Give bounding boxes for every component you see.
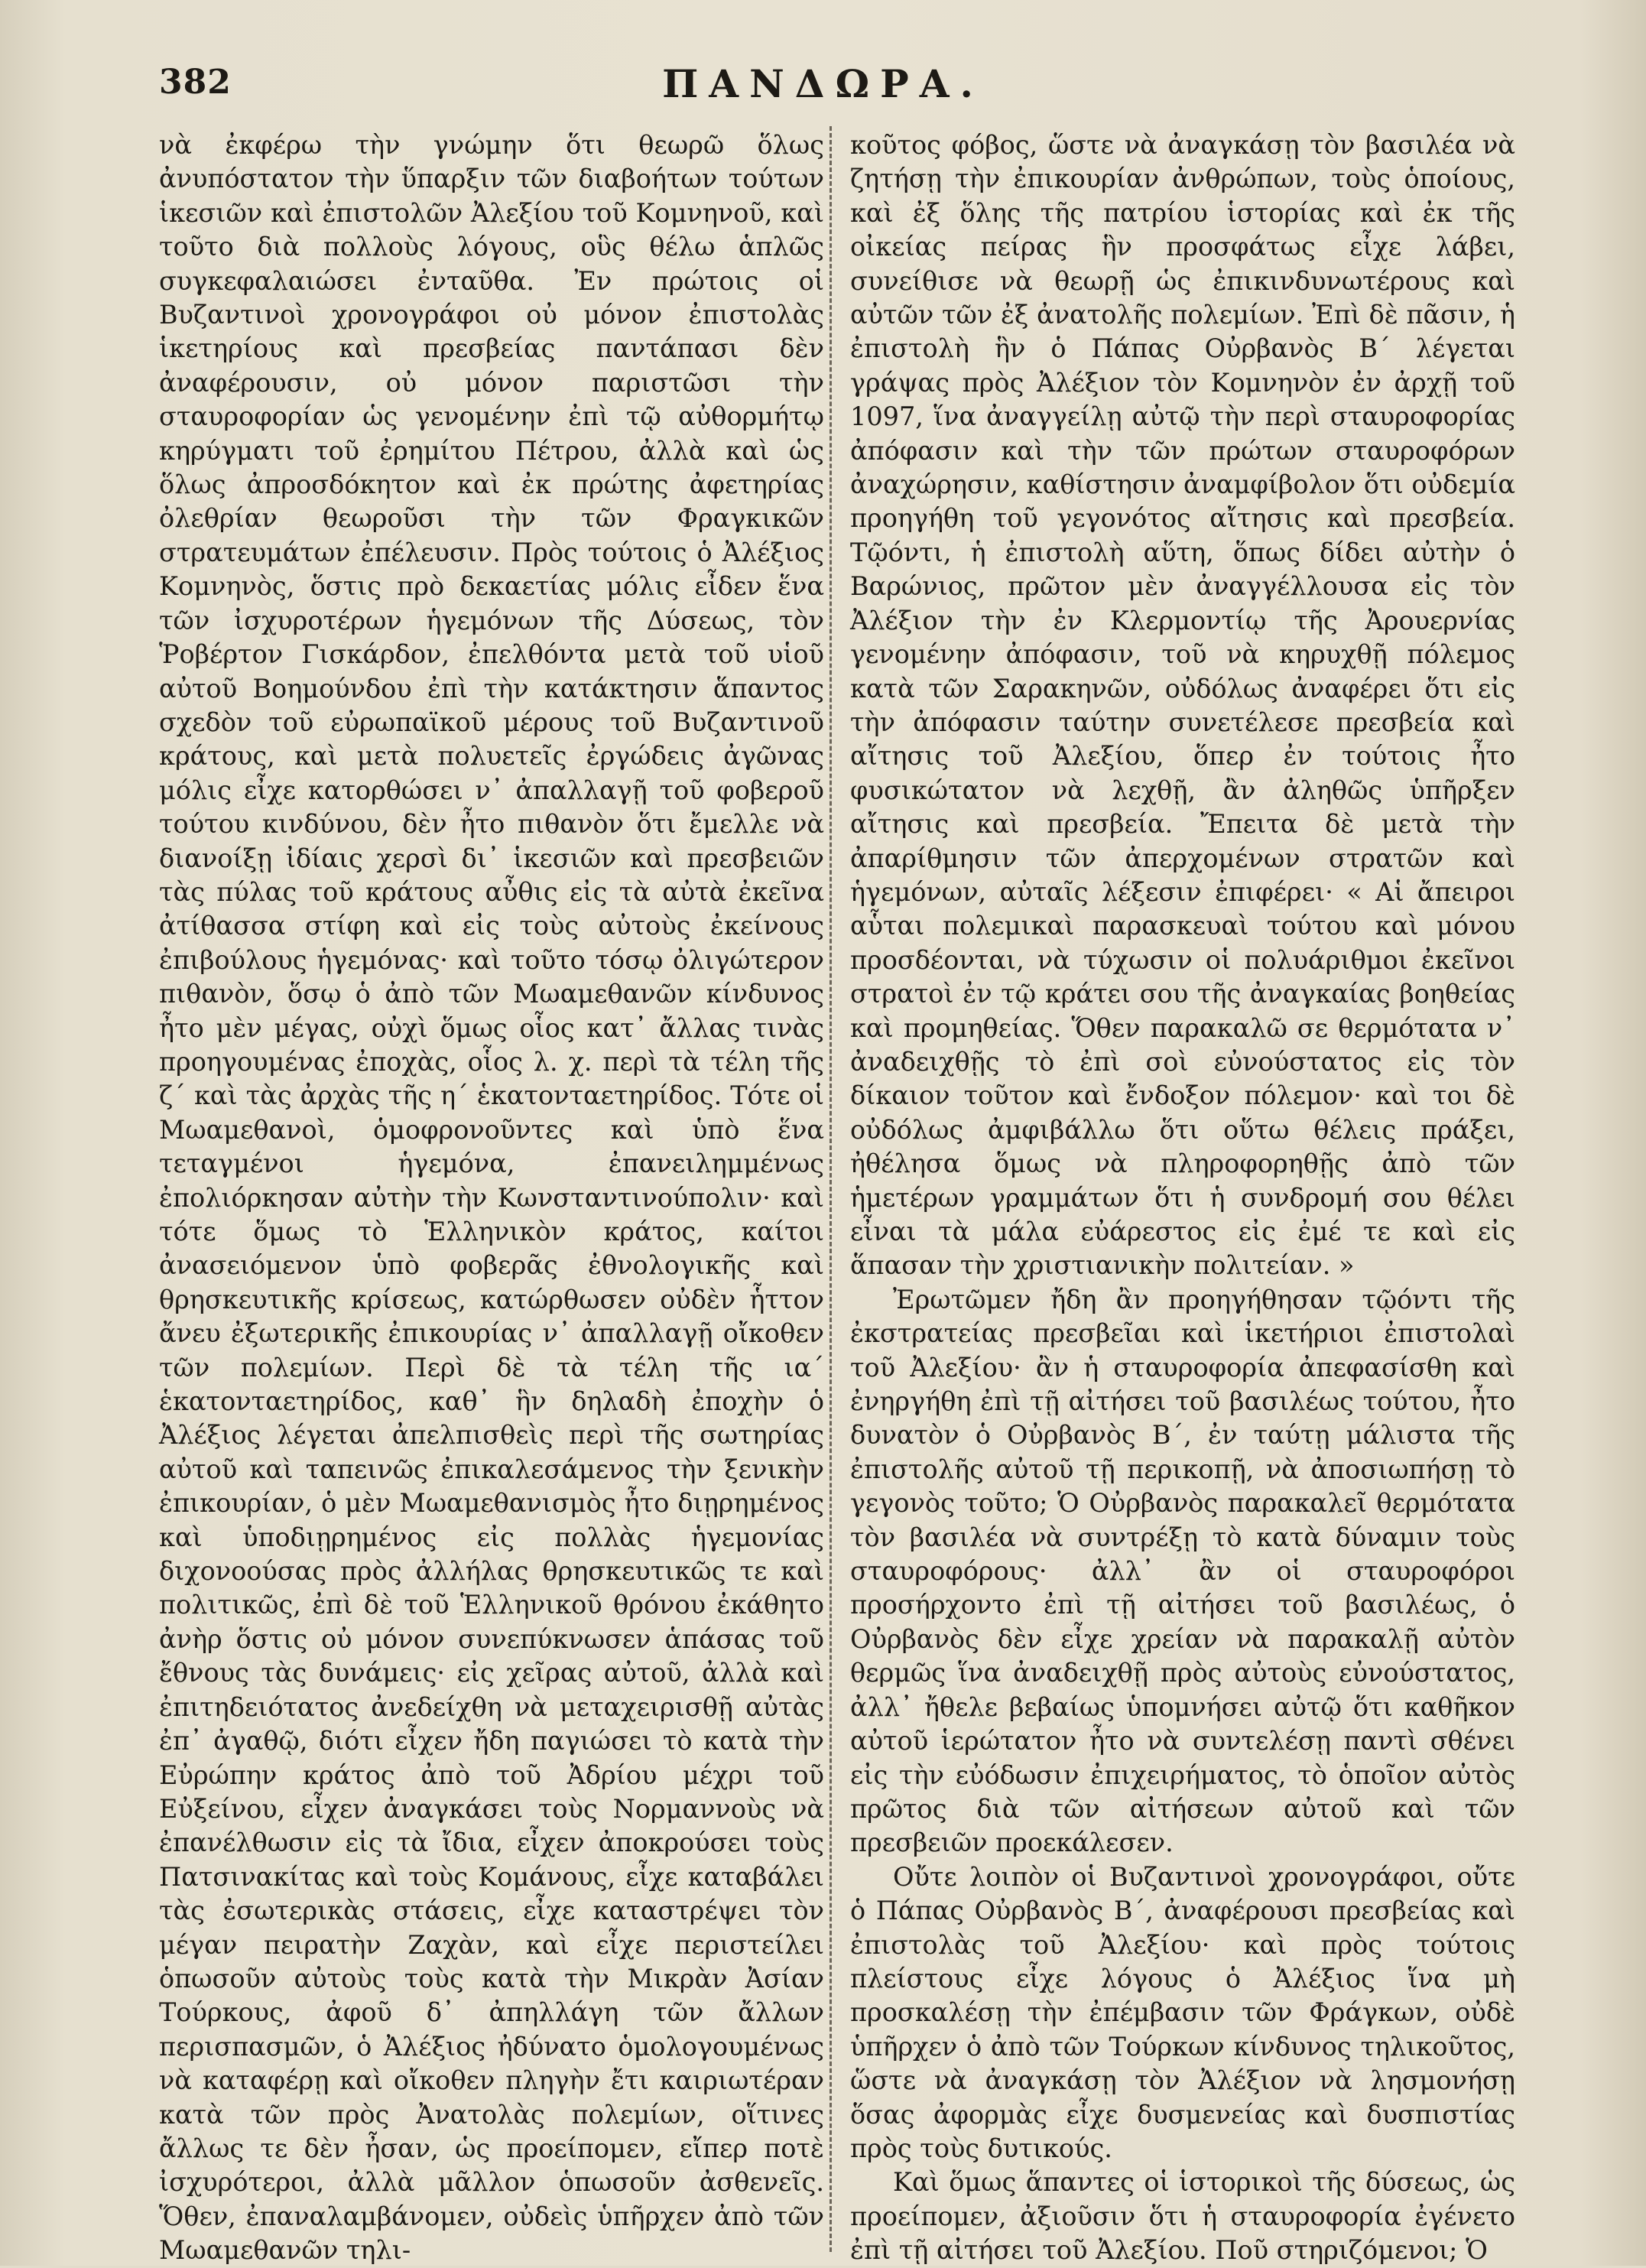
column-divider (829, 126, 832, 2252)
right-paragraph-3: Οὔτε λοιπὸν οἱ Βυζαντινοὶ χρονογράφοι, οὔτε ὁ Πάπας Οὐρβανὸς Β´, ἀναφέρουσι πρεσβείας καὶ ἐπιστολὰς τοῦ Ἀλεξίου· καὶ πρὸς τούτοις πλείστους εἶχε λόγους ὁ Ἀλέξιος ἵνα μὴ προσκαλέσῃ τὴν ἐπέμβασιν τῶν Φράγκων, οὐδὲ ὑπῆρχεν ὁ ἀπὸ τῶν Τούρκων κίνδυνος τηλικοῦτος, ὥστε νὰ ἀναγκάσῃ τὸν Ἀλέξιον νὰ λησμονήσῃ ὅσας ἀφορμὰς εἶχε δυσμενείας καὶ δυσπιστίας πρὸς τοὺς δυτικούς. (850, 1861, 1515, 2163)
left-column (159, 128, 824, 2268)
running-title: ΠΑΝΔΩΡΑ. (662, 61, 984, 106)
page-number: 382 (159, 63, 232, 102)
right-paragraph-1: κοῦτος φόβος, ὥστε νὰ ἀναγκάσῃ τὸν βασιλέα νὰ ζητήσῃ τὴν ἐπικουρίαν ἀνθρώπων, τοὺς ὁποίους, καὶ ἐξ ὅλης τῆς πατρίου ἱστορίας καὶ ἐκ τῆς οἰκείας πείρας ἣν προσφάτως εἶχε λάβει, συνείθισε νὰ θεωρῇ ὡς ἐπικινδυνωτέρους καὶ αὐτῶν τῶν ἐξ ἀνατολῆς πολεμίων. Ἐπὶ δὲ πᾶσιν, ἡ ἐπιστολὴ ἣν ὁ Πάπας Οὐρβανὸς Β´ λέγεται γράψας πρὸς Ἀλέξιον τὸν Κομνηνὸν ἐν ἀρχῇ τοῦ 1097, ἵνα ἀναγγείλῃ αὐτῷ τὴν περὶ σταυροφορίας ἀπόφασιν καὶ τὴν τῶν πρώτων σταυροφόρων ἀναχώρησιν, καθίστησιν ἀναμφίβολον ὅτι οὐδεμία προηγήθη τοῦ γεγονότος αἴτησις καὶ πρεσβεία. Τῷόντι, ἡ ἐπιστολὴ αὕτη, ὅπως δίδει αὐτὴν ὁ Βαρώνιος, πρῶτον μὲν ἀναγγέλλουσα εἰς τὸν Ἀλέξιον τὴν ἐν Κλερμοντίῳ τῆς Ἀρουερνίας γενομένην ἀπόφασιν, τοῦ νὰ κηρυχθῇ πόλεμος κατὰ τῶν Σαρακηνῶν, οὐδόλως ἀναφέρει ὅτι εἰς τὴν ἀπόφασιν ταύτην συνετέλεσε πρεσβεία καὶ αἴτησις τοῦ Ἀλεξίου, ὅπερ ἐν τούτοις ἦτο φυσικώτατον νὰ λεχθῇ, ἂν ἀληθῶς ὑπῆρξεν αἴτησις καὶ πρεσβεία. Ἔπειτα δὲ μετὰ τὴν ἀπαρίθμησιν τῶν ἀπερχομένων στρατῶν καὶ ἡγεμόνων, αὐταῖς λέξεσιν ἐπιφέρει· « Αἱ ἄπειροι αὗται πολεμικαὶ παρασκευαὶ τούτου καὶ μόνου προσδέονται, νὰ τύχωσιν οἱ πολυάριθμοι ἐκεῖνοι στρατοὶ ἐν τῷ κράτει σου τῆς ἀναγκαίας βοηθείας καὶ προμηθείας. Ὅθεν παρακαλῶ σε θερμότατα ν᾿ ἀναδειχθῇς τὸ ἐπὶ σοὶ εὐνούστατος εἰς τὸν δίκαιον τοῦτον καὶ ἔνδοξον πόλεμον· καὶ τοι δὲ οὐδόλως ἀμφιβάλλω ὅτι οὕτω θέλεις πράξει, ἠθέλησα ὅμως νὰ πληροφορηθῇς ἀπὸ τῶν ἡμετέρων γραμμάτων ὅτι ἡ συνδρομή σου θέλει εἶναι τὰ μάλα εὐάρεστος εἰς ἐμέ τε καὶ εἰς ἅπασαν τὴν χριστιανικὴν πολιτείαν. » (850, 130, 1516, 1281)
right-paragraph-2: Ἐρωτῶμεν ἤδη ἂν προηγήθησαν τῷόντι τῆς ἐκστρατείας πρεσβεῖαι καὶ ἱκετήριοι ἐπιστολαὶ τοῦ Ἀλεξίου· ἂν ἡ σταυροφορία ἀπεφασίσθη καὶ ἐνηργήθη ἐπὶ τῇ αἰτήσει τοῦ βασιλέως τούτου, ἦτο δυνατὸν ὁ Οὐρβανὸς Β´, ἐν ταύτῃ μάλιστα τῆς ἐπιστολῆς αὐτοῦ τῇ περικοπῇ, νὰ ἀποσιωπήσῃ τὸ γεγονὸς τοῦτο; Ὁ Οὐρβανὸς παρακαλεῖ θερμότατα τὸν βασιλέα νὰ συντρέξῃ τὸ κατὰ δύναμιν τοὺς σταυροφόρους· ἀλλ᾿ ἂν οἱ σταυροφόροι προσήρχοντο ἐπὶ τῇ αἰτήσει τοῦ βασιλέως, ὁ Οὐρβανὸς δὲν εἶχε χρείαν νὰ παρακαλῇ αὐτὸν θερμῶς ἵνα ἀναδειχθῇ πρὸς αὐτοὺς εὐνούστατος, ἀλλ᾿ ἤθελε βεβαίως ὑπομνήσει αὐτῷ ὅτι καθῆκον αὐτοῦ ἱερώτατον ἦτο νὰ συντελέσῃ παντὶ σθένει εἰς τὴν εὐόδωσιν ἐπιχειρήματος, τὸ ὁποῖον αὐτὸς πρῶτος διὰ τῶν αἰτήσεων αὐτοῦ καὶ τῶν πρεσβειῶν προεκάλεσεν. (850, 1284, 1515, 1858)
right-column (850, 128, 1515, 2268)
left-paragraph-1: νὰ ἐκφέρω τὴν γνώμην ὅτι θεωρῶ ὅλως ἀνυπόστατον τὴν ὕπαρξιν τῶν διαβοήτων τούτων ἱκεσιῶν καὶ ἐπιστολῶν Ἀλεξίου τοῦ Κομνηνοῦ, καὶ τοῦτο διὰ πολλοὺς λόγους, οὓς θέλω ἁπλῶς συγκεφαλαιώσει ἐνταῦθα. Ἐν πρώτοις οἱ Βυζαντινοὶ χρονογράφοι οὐ μόνον ἐπιστολὰς ἱκετηρίους καὶ πρεσβείας παντάπασι δὲν ἀναφέρουσιν, οὐ μόνον παριστῶσι τὴν σταυροφορίαν ὡς γενομένην ἐπὶ τῷ αὐθορμήτῳ κηρύγματι τοῦ ἐρημίτου Πέτρου, ἀλλὰ καὶ ὡς ὅλως ἀπροσδόκητον καὶ ἐκ πρώτης ἀφετηρίας ὀλεθρίαν θεωροῦσι τὴν τῶν Φραγκικῶν στρατευμάτων ἐπέλευσιν. Πρὸς τούτοις ὁ Ἀλέξιος Κομνηνὸς, ὅστις πρὸ δεκαετίας μόλις εἶδεν ἕνα τῶν ἰσχυροτέρων ἡγεμόνων τῆς Δύσεως, τὸν Ῥοβέρτον Γισκάρδον, ἐπελθόντα μετὰ τοῦ υἱοῦ αὐτοῦ Βοημούνδου ἐπὶ τὴν κατάκτησιν ἅπαντος σχεδὸν τοῦ εὐρωπαϊκοῦ μέρους τοῦ Βυζαντινοῦ κράτους, καὶ μετὰ πολυετεῖς ἐργώδεις ἀγῶνας μόλις εἶχε κατορθώσει ν᾿ ἀπαλλαγῇ τοῦ φοβεροῦ τούτου κινδύνου, δὲν ἦτο πιθανὸν ὅτι ἔμελλε νὰ διανοίξῃ ἰδίαις χερσὶ δι᾿ ἱκεσιῶν καὶ πρεσβειῶν τὰς πύλας τοῦ κράτους αὖθις εἰς τὰ αὐτὰ ἐκεῖνα ἀτίθασσα στίφη καὶ εἰς τοὺς αὐτοὺς ἐκείνους ἐπιβούλους ἡγεμόνας· καὶ τοῦτο τόσῳ ὀλιγώτερον πιθανὸν, ὅσῳ ὁ ἀπὸ τῶν Μωαμεθανῶν κίνδυνος ἦτο μὲν μέγας, οὐχὶ ὅμως οἷος κατ᾿ ἄλλας τινὰς προηγουμένας ἐποχὰς, οἷος λ. χ. περὶ τὰ τέλη τῆς ζ´ καὶ τὰς ἀρχὰς τῆς η´ ἑκατονταετηρίδος. Τότε οἱ Μωαμεθανοὶ, ὁμοφρονοῦντες καὶ ὑπὸ ἕνα τεταγμένοι ἡγεμόνα, ἐπανειλημμένως ἐπολιόρκησαν αὐτὴν τὴν Κωνσταντινούπολιν· καὶ τότε ὅμως τὸ Ἑλληνικὸν κράτος, καίτοι ἀνασειόμενον ὑπὸ φοβερᾶς ἐθνολογικῆς καὶ θρησκευτικῆς κρίσεως, κατώρθωσεν οὐδὲν ἧττον ἄνευ ἐξωτερικῆς ἐπικουρίας ν᾿ ἀπαλλαγῇ οἴκοθεν τῶν πολεμίων. Περὶ δὲ τὰ τέλη τῆς ια´ ἑκατονταετηρίδος, καθ᾿ ἣν δηλαδὴ ἐποχὴν ὁ Ἀλέξιος λέγεται ἀπελπισθεὶς περὶ τῆς σωτηρίας αὐτοῦ καὶ ταπεινῶς ἐπικαλεσάμενος τὴν ξενικὴν ἐπικουρίαν, ὁ μὲν Μωαμεθανισμὸς ἦτο διῃρημένος καὶ ὑποδιῃρημένος εἰς πολλὰς ἡγεμονίας διχονοούσας πρὸς ἀλλήλας θρησκευτικῶς τε καὶ πολιτικῶς, ἐπὶ δὲ τοῦ Ἑλληνικοῦ θρόνου ἐκάθητο ἀνὴρ ὅστις οὐ μόνον συνεπύκνωσεν ἁπάσας τοῦ ἔθνους τὰς δυνάμεις· εἰς χεῖρας αὐτοῦ, ἀλλὰ καὶ ἐπιτηδειότατος ἀνεδείχθη νὰ μεταχειρισθῇ αὐτὰς ἐπ᾿ ἀγαθῷ, διότι εἶχεν ἤδη παγιώσει τὸ κατὰ τὴν Εὐρώπην κράτος ἀπὸ τοῦ Ἀδρίου μέχρι τοῦ Εὐξείνου, εἶχεν ἀναγκάσει τοὺς Νορμαννοὺς νὰ ἐπανέλθωσιν εἰς τὰ ἴδια, εἶχεν ἀποκρούσει τοὺς Πατσινακίτας καὶ τοὺς Κομάνους, εἶχε καταβάλει τὰς ἐσωτερικὰς στάσεις, εἶχε καταστρέψει τὸν μέγαν πειρατὴν Ζαχὰν, καὶ εἶχε περιστείλει ὁπωσοῦν αὐτοὺς τοὺς κατὰ τὴν Μικρὰν Ἀσίαν Τούρκους, ἀφοῦ δ᾿ ἀπηλλάγη τῶν ἄλλων περισπασμῶν, ὁ Ἀλέξιος ἠδύνατο ὁμολογουμένως νὰ καταφέρῃ καὶ οἴκοθεν πληγὴν ἔτι καιριωτέραν κατὰ τῶν πρὸς Ἀνατολὰς πολεμίων, οἵτινες ἄλλως τε δὲν ἦσαν, ὡς προείπομεν, εἴπερ ποτὲ ἰσχυρότεροι, ἀλλὰ μᾶλλον ὁπωσοῦν ἀσθενεῖς. Ὅθεν, ἐπαναλαμβάνομεν, οὐδεὶς ὑπῆρχεν ἀπὸ τῶν Μωαμεθανῶν τηλι- (159, 130, 824, 2266)
right-paragraph-4: Καὶ ὅμως ἅπαντες οἱ ἱστορικοὶ τῆς δύσεως, ὡς προείπομεν, ἀξιοῦσιν ὅτι ἡ σταυροφορία ἐγένετο ἐπὶ τῇ αἰτήσει τοῦ Ἀλεξίου. Ποῦ στηριζόμενοι; Ὁ (850, 2167, 1515, 2266)
